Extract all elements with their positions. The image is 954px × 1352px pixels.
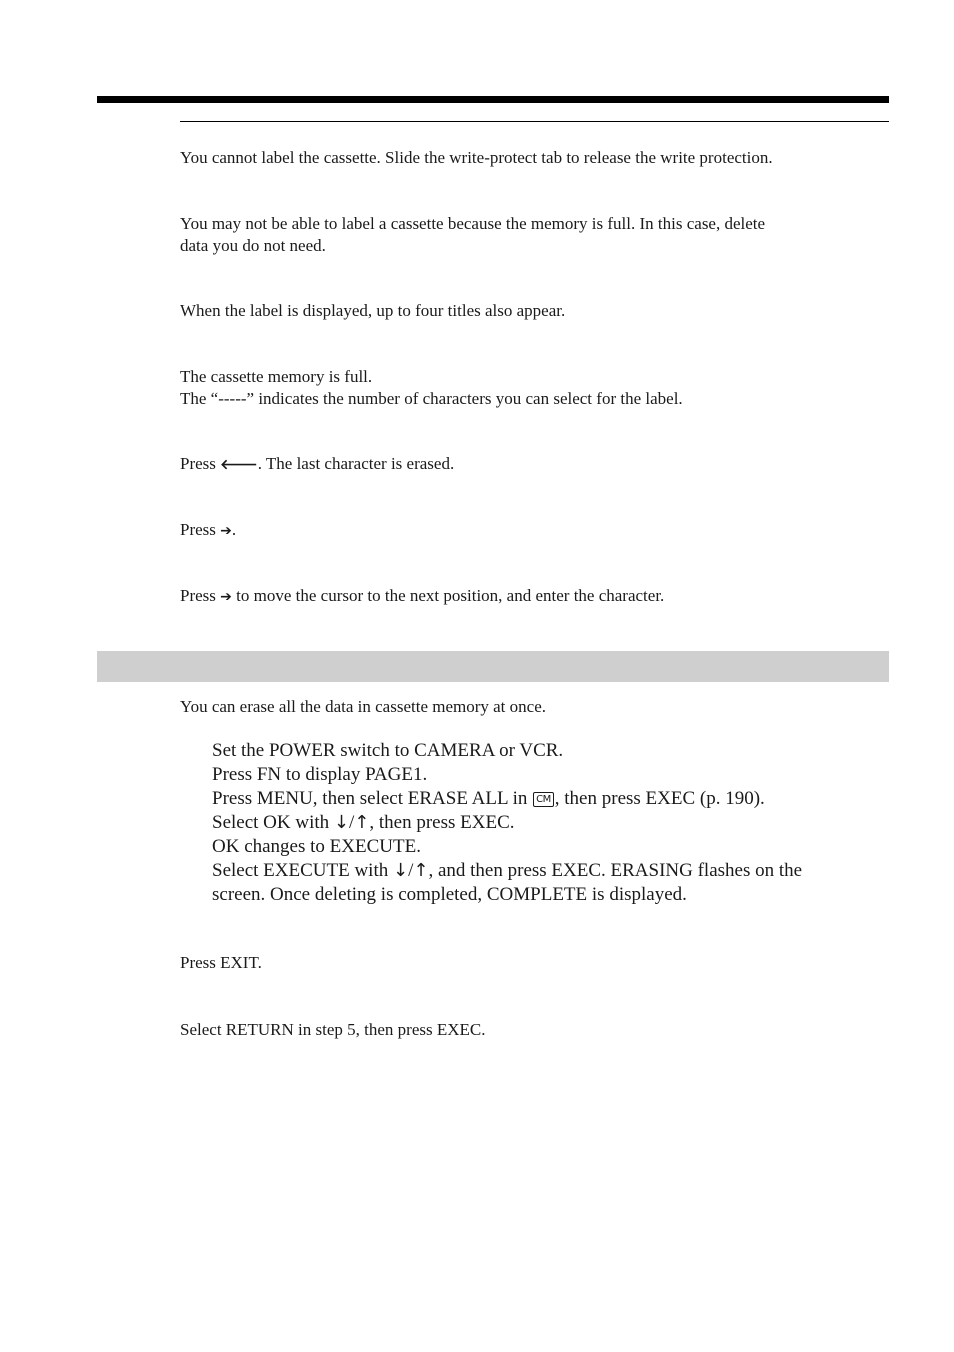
arrow-right-icon: ➔ — [220, 589, 232, 605]
erase-all-intro-text: You can erase all the data in cassette memory at once. — [180, 697, 546, 716]
step-5: Select EXECUTE with ↓/↑, and then press EXEC. ERASING flashes on the — [212, 860, 803, 881]
write-protect-note — [180, 147, 885, 169]
dashes-info: The “-----” indicates the number of characters you can select for the label. — [180, 388, 683, 408]
cancel-text: Select RETURN in step 5, then press EXEC. — [180, 1020, 486, 1039]
step-4-result: OK changes to EXECUTE. — [212, 836, 421, 857]
memory-full-note — [180, 213, 885, 256]
header-bar — [97, 96, 889, 103]
titles-note — [180, 300, 885, 322]
erase-prefix: Press — [180, 454, 221, 473]
exit-text: Press EXIT. — [180, 953, 262, 972]
arrow-down-icon: ↓ — [333, 812, 349, 833]
step-1: Set the POWER switch to CAMERA or VCR. — [212, 740, 564, 761]
space-suffix: . — [231, 520, 237, 539]
section-header-band — [97, 651, 889, 682]
erase-suffix: . The last character is erased. — [257, 454, 455, 473]
cancel-note — [180, 1019, 885, 1041]
arrow-down-icon: ↓ — [393, 860, 409, 881]
next-prefix: Press — [180, 586, 221, 605]
titles-text: When the label is displayed, up to four titles also appear. — [180, 301, 566, 320]
step-3: Press MENU, then select ERASE ALL in CM , then press EXEC (p. 190). — [212, 788, 765, 809]
step-4: Select OK with ↓/↑, then press EXEC. — [212, 812, 515, 833]
arrow-right-icon: ➔ — [220, 523, 232, 539]
cassette-memory-icon: CM — [533, 792, 554, 807]
memory-full-line2: data you do not need. — [180, 235, 326, 255]
space-note — [180, 519, 885, 543]
header-rule — [180, 121, 889, 122]
erase-character-note — [180, 453, 885, 477]
arrow-left-icon: 🡐 — [220, 457, 258, 473]
step-5-result: screen. Once deleting is completed, COMPLETE is displayed. — [212, 884, 687, 905]
memory-full-line1: You may not be able to label a cassette because the memory is full. In this case, delete — [180, 214, 766, 233]
next-suffix: to move the cursor to the next position, and enter the character. — [231, 586, 665, 605]
step-2: Press FN to display PAGE1. — [212, 764, 428, 785]
exit-note — [180, 952, 885, 974]
arrow-up-icon: ↑ — [354, 812, 370, 833]
next-position-note — [180, 585, 885, 609]
erase-all-steps — [212, 739, 872, 907]
memory-full-short: The cassette memory is full. — [180, 367, 373, 386]
erase-all-intro — [180, 696, 885, 718]
space-prefix: Press — [180, 520, 221, 539]
dashes-note — [180, 366, 885, 409]
write-protect-text: You cannot label the cassette. Slide the write-protect tab to release the write protection. — [180, 148, 773, 167]
arrow-up-icon: ↑ — [413, 860, 429, 881]
